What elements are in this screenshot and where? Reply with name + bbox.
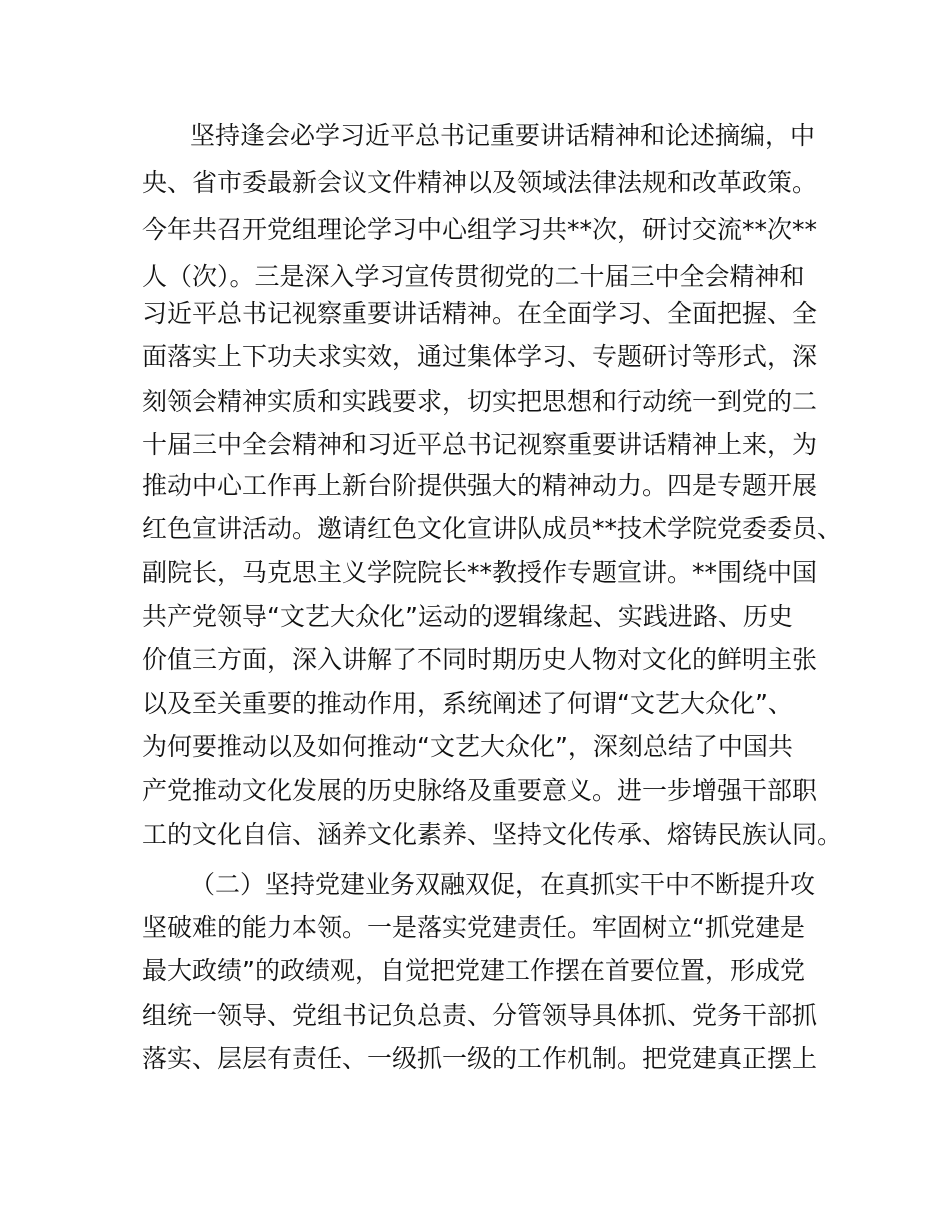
- text-line: 最大政绩”的政绩观，自觉把党建工作摆在首要位置，形成党: [142, 956, 805, 985]
- text-line: 产党推动文化发展的历史脉络及重要意义。进一步增强干部职: [142, 776, 818, 805]
- text-line: 人（次）。三是深入学习宣传贯彻党的二十届三中全会精神和: [142, 262, 805, 291]
- text-line: 十届三中全会精神和习近平总书记视察重要讲话精神上来，为: [142, 430, 818, 459]
- text-line: 工的文化自信、涵养文化素养、坚持文化传承、熔铸民族认同。: [142, 820, 843, 849]
- text-line: 共产党领导“文艺大众化”运动的逻辑缘起、实践进路、历史: [142, 602, 793, 631]
- text-line: 组统一领导、党组书记负总责、分管领导具体抓、党务干部抓: [142, 1001, 818, 1030]
- text-line: 以及至关重要的推动作用，系统阐述了何谓“文艺大众化”、: [142, 689, 793, 718]
- text-line: 坚持逢会必学习近平总书记重要讲话精神和论述摘编，中: [190, 121, 816, 150]
- text-line: 推动中心工作再上新台阶提供强大的精神动力。四是专题开展: [142, 471, 818, 500]
- text-line: 落实、层层有责任、一级抓一级的工作机制。把党建真正摆上: [142, 1044, 818, 1073]
- text-line: 面落实上下功夫求实效，通过集体学习、专题研讨等形式，深: [142, 342, 818, 371]
- text-line: 习近平总书记视察重要讲话精神。在全面学习、全面把握、全: [142, 299, 818, 328]
- section-heading: （二）坚持党建业务双融双促，在真抓实干中不断提升攻: [190, 870, 816, 899]
- text-line: 刻领会精神实质和实践要求，切实把思想和行动统一到党的二: [142, 387, 818, 416]
- text-line: 央、省市委最新会议文件精神以及领域法律法规和改革政策。: [142, 168, 818, 197]
- text-line: 为何要推动以及如何推动“文艺大众化”，深刻总结了中国共: [142, 732, 793, 761]
- text-line: 价值三方面，深入讲解了不同时期历史人物对文化的鲜明主张: [142, 645, 818, 674]
- text-line: 坚破难的能力本领。一是落实党建责任。牢固树立“抓党建是: [142, 913, 805, 942]
- text-line: 红色宣讲活动。邀请红色文化宣讲队成员**技术学院党委委员、: [142, 514, 843, 543]
- text-line: 今年共召开党组理论学习中心组学习共**次，研讨交流**次**: [142, 215, 818, 244]
- text-line: 副院长，马克思主义学院院长**教授作专题宣讲。**围绕中国: [142, 558, 818, 587]
